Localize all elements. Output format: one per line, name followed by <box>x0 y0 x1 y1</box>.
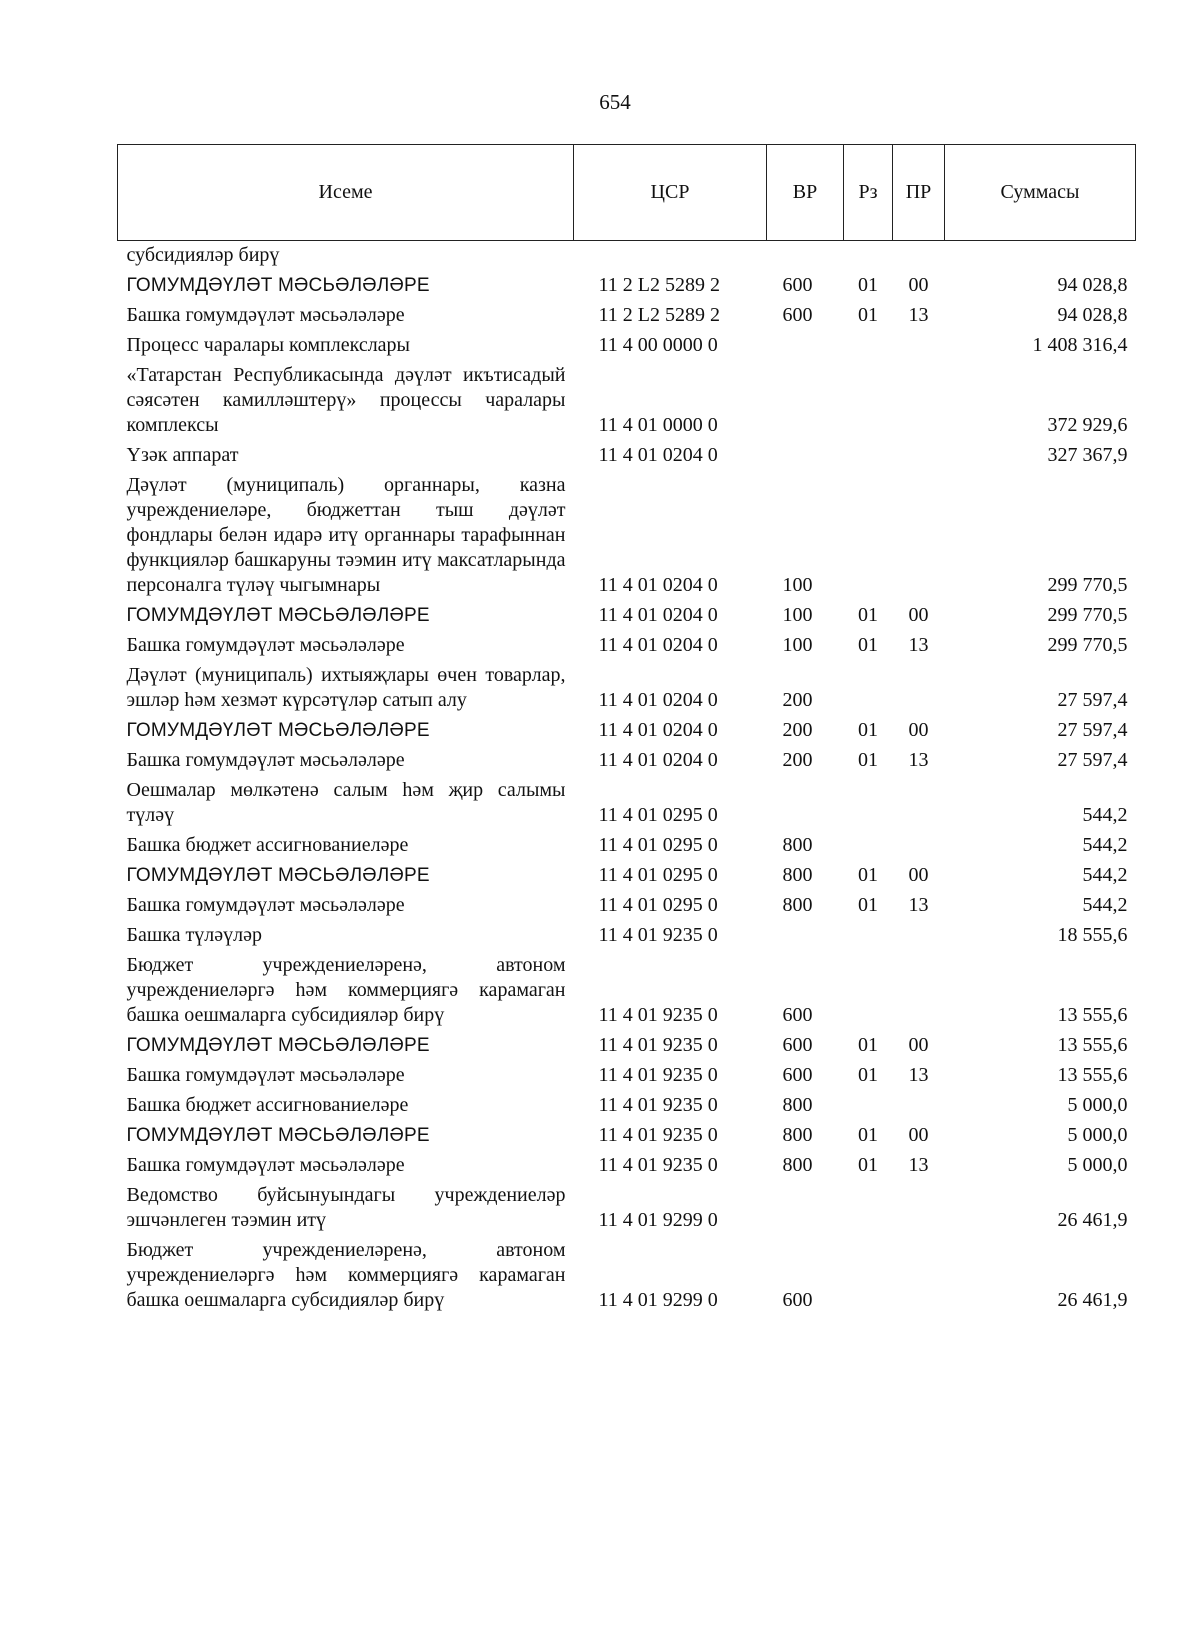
cell-csr: 11 4 01 9235 0 <box>598 1064 718 1086</box>
cell-rz <box>844 1181 893 1236</box>
cell-rz: 01 <box>858 274 878 296</box>
cell-sum: 544,2 <box>1082 864 1128 886</box>
cell-csr: 11 4 01 0295 0 <box>598 894 718 916</box>
cell-rz: 01 <box>858 749 878 771</box>
cell-csr: 11 4 01 0295 0 <box>598 834 718 856</box>
cell-pr <box>893 661 945 716</box>
cell-sum: 5 000,0 <box>1067 1094 1128 1116</box>
cell-name: Башка бюджет ассигнованиеләре <box>126 1094 409 1116</box>
cell-vr: 200 <box>782 689 813 711</box>
cell-name: ГОМУМДӘҮЛӘТ МӘСЬӘЛӘЛӘРЕ <box>126 605 430 626</box>
cell-vr <box>767 361 844 441</box>
cell-name: Башка бюджет ассигнованиеләре <box>126 834 409 856</box>
cell-vr: 100 <box>782 574 813 596</box>
cell-sum: 26 461,9 <box>1057 1289 1128 1311</box>
cell-vr <box>767 441 844 471</box>
cell-pr <box>893 361 945 441</box>
cell-sum: 544,2 <box>1082 834 1128 856</box>
cell-pr: 13 <box>908 894 929 916</box>
cell-pr <box>893 471 945 601</box>
cell-sum: 13 555,6 <box>1057 1064 1128 1086</box>
cell-rz: 01 <box>858 719 878 741</box>
cell-rz <box>844 331 893 361</box>
cell-pr: 00 <box>908 864 929 886</box>
cell-sum: 26 461,9 <box>1057 1209 1128 1231</box>
cell-name: Бюджет учреждениеләренә, автоном учреждениеләргә һәм коммерциягә карамаган башка оешмаларга субсидияләр бирү <box>126 954 566 1026</box>
cell-csr: 11 4 01 9299 0 <box>598 1289 718 1311</box>
cell-name: Ведомство буйсынуындагы учреждениеләр эшчәнлеген тәэмин итү <box>126 1184 566 1231</box>
cell-pr <box>893 241 945 272</box>
header-vr: ВР <box>767 145 844 241</box>
cell-name: Дәүләт (муниципаль) ихтыяҗлары өчен товарлар, эшләр һәм хезмәт күрсәтүләр сатып алу <box>126 664 566 711</box>
cell-rz: 01 <box>858 1034 878 1056</box>
cell-pr: 00 <box>908 1034 929 1056</box>
table-row <box>118 271 1136 301</box>
cell-csr: 11 4 01 0295 0 <box>598 804 718 826</box>
cell-sum: 27 597,4 <box>1057 749 1128 771</box>
table-row <box>118 776 1136 831</box>
cell-name: Башка гомумдәүләт мәсьәләләре <box>126 749 405 771</box>
table-row <box>118 361 1136 441</box>
cell-vr <box>767 1181 844 1236</box>
cell-vr: 800 <box>782 1154 813 1176</box>
cell-rz: 01 <box>858 864 878 886</box>
cell-sum: 327 367,9 <box>1047 444 1128 466</box>
table-row <box>118 241 1136 272</box>
cell-sum: 299 770,5 <box>1047 574 1128 596</box>
cell-pr: 13 <box>908 634 929 656</box>
header-rz: Рз <box>844 145 893 241</box>
cell-csr: 11 4 01 0204 0 <box>598 444 718 466</box>
cell-csr: 11 4 01 0204 0 <box>598 574 718 596</box>
cell-sum: 1 408 316,4 <box>1032 334 1128 356</box>
cell-pr: 13 <box>908 1154 929 1176</box>
cell-pr <box>893 921 945 951</box>
cell-pr <box>893 1091 945 1121</box>
cell-rz <box>844 241 893 272</box>
cell-csr: 11 4 00 0000 0 <box>598 334 718 356</box>
cell-vr: 800 <box>782 1094 813 1116</box>
cell-name: «Татарстан Республикасында дәүләт икътисадый сәясәтен камилләштерү» процессы чаралары комплексы <box>126 364 566 436</box>
cell-rz: 01 <box>858 634 878 656</box>
cell-csr: 11 4 01 0204 0 <box>598 634 718 656</box>
cell-sum: 372 929,6 <box>1047 414 1128 436</box>
cell-csr: 11 2 L2 5289 2 <box>598 274 720 296</box>
cell-rz: 01 <box>858 1124 878 1146</box>
cell-vr: 200 <box>782 749 813 771</box>
cell-name: субсидияләр бирү <box>126 244 280 266</box>
table-row <box>118 746 1136 776</box>
cell-rz <box>844 921 893 951</box>
cell-name: Башка гомумдәүләт мәсьәләләре <box>126 634 405 656</box>
page-number: 654 <box>599 90 631 114</box>
cell-rz <box>844 951 893 1031</box>
cell-name: Башка гомумдәүләт мәсьәләләре <box>126 304 405 326</box>
cell-name: ГОМУМДӘҮЛӘТ МӘСЬӘЛӘЛӘРЕ <box>126 720 430 741</box>
cell-name: Башка гомумдәүләт мәсьәләләре <box>126 1154 405 1176</box>
cell-sum <box>945 241 1136 272</box>
cell-name: Үзәк аппарат <box>126 444 239 466</box>
cell-pr <box>893 831 945 861</box>
cell-pr: 00 <box>908 604 929 626</box>
cell-sum: 13 555,6 <box>1057 1034 1128 1056</box>
cell-rz: 01 <box>858 1064 878 1086</box>
cell-sum: 5 000,0 <box>1067 1154 1128 1176</box>
header-row <box>118 145 1136 241</box>
cell-rz <box>844 831 893 861</box>
cell-vr: 100 <box>782 634 813 656</box>
cell-pr <box>893 331 945 361</box>
table-row <box>118 716 1136 746</box>
cell-csr: 11 4 01 9235 0 <box>598 924 718 946</box>
cell-rz <box>844 661 893 716</box>
cell-csr: 11 4 01 0204 0 <box>598 689 718 711</box>
cell-csr: 11 4 01 0000 0 <box>598 414 718 436</box>
cell-name: ГОМУМДӘҮЛӘТ МӘСЬӘЛӘЛӘРЕ <box>126 1125 430 1146</box>
table-row <box>118 831 1136 861</box>
table-row <box>118 1236 1136 1316</box>
cell-name: Процесс чаралары комплекслары <box>126 334 410 356</box>
cell-csr: 11 4 01 0204 0 <box>598 719 718 741</box>
cell-vr <box>767 921 844 951</box>
cell-pr: 00 <box>908 1124 929 1146</box>
cell-csr: 11 4 01 0204 0 <box>598 604 718 626</box>
cell-rz: 01 <box>858 1154 878 1176</box>
table-row <box>118 921 1136 951</box>
cell-rz <box>844 1236 893 1316</box>
cell-sum: 544,2 <box>1082 894 1128 916</box>
cell-rz <box>844 776 893 831</box>
cell-vr: 600 <box>782 274 813 296</box>
cell-vr: 600 <box>782 1289 813 1311</box>
cell-rz: 01 <box>858 604 878 626</box>
cell-pr: 13 <box>908 1064 929 1086</box>
table-row <box>118 601 1136 631</box>
cell-vr: 800 <box>782 864 813 886</box>
cell-name: Башка гомумдәүләт мәсьәләләре <box>126 894 405 916</box>
table-row <box>118 951 1136 1031</box>
cell-sum: 27 597,4 <box>1057 689 1128 711</box>
cell-rz <box>844 361 893 441</box>
cell-vr: 800 <box>782 1124 813 1146</box>
table-row <box>118 861 1136 891</box>
cell-pr: 00 <box>908 274 929 296</box>
cell-name: Башка түләүләр <box>126 924 263 946</box>
cell-pr <box>893 1181 945 1236</box>
cell-sum: 299 770,5 <box>1047 634 1128 656</box>
cell-rz <box>844 471 893 601</box>
cell-sum: 544,2 <box>1082 804 1128 826</box>
cell-sum: 27 597,4 <box>1057 719 1128 741</box>
table-header <box>118 145 1136 241</box>
header-sum: Суммасы <box>945 145 1136 241</box>
table-row <box>118 331 1136 361</box>
cell-vr: 600 <box>782 1064 813 1086</box>
cell-csr <box>574 241 767 272</box>
table-row <box>118 631 1136 661</box>
table-row <box>118 301 1136 331</box>
cell-csr: 11 4 01 0295 0 <box>598 864 718 886</box>
cell-pr: 13 <box>908 749 929 771</box>
header-csr: ЦСР <box>574 145 767 241</box>
cell-csr: 11 4 01 9235 0 <box>598 1004 718 1026</box>
cell-rz <box>844 441 893 471</box>
cell-csr: 11 4 01 9235 0 <box>598 1154 718 1176</box>
cell-rz: 01 <box>858 304 878 326</box>
cell-vr: 600 <box>782 1034 813 1056</box>
cell-csr: 11 4 01 9299 0 <box>598 1209 718 1231</box>
cell-sum: 13 555,6 <box>1057 1004 1128 1026</box>
budget-table <box>117 144 1136 1316</box>
cell-name: Башка гомумдәүләт мәсьәләләре <box>126 1064 405 1086</box>
cell-csr: 11 4 01 0204 0 <box>598 749 718 771</box>
table-row <box>118 441 1136 471</box>
cell-vr: 600 <box>782 1004 813 1026</box>
cell-pr: 13 <box>908 304 929 326</box>
cell-pr <box>893 951 945 1031</box>
cell-rz <box>844 1091 893 1121</box>
cell-rz: 01 <box>858 894 878 916</box>
cell-vr <box>767 331 844 361</box>
cell-name: ГОМУМДӘҮЛӘТ МӘСЬӘЛӘЛӘРЕ <box>126 275 430 296</box>
cell-vr <box>767 776 844 831</box>
table-row <box>118 1091 1136 1121</box>
cell-name: ГОМУМДӘҮЛӘТ МӘСЬӘЛӘЛӘРЕ <box>126 865 430 886</box>
cell-name: Дәүләт (муниципаль) органнары, казна учреждениеләре, бюджеттан тыш дәүләт фондлары белән идарә итү органнары тарафыннан функцияләр башкаруны тәэмин итү максатларында персоналга түләү чыгымнары <box>126 474 566 596</box>
cell-name: Бюджет учреждениеләренә, автоном учреждениеләргә һәм коммерциягә карамаган башка оешмаларга субсидияләр бирү <box>126 1239 566 1311</box>
table-body <box>118 241 1136 1317</box>
cell-vr: 100 <box>782 604 813 626</box>
cell-pr: 00 <box>908 719 929 741</box>
cell-vr <box>767 241 844 272</box>
cell-pr <box>893 441 945 471</box>
table-row <box>118 1181 1136 1236</box>
table-row <box>118 891 1136 921</box>
cell-sum: 299 770,5 <box>1047 604 1128 626</box>
cell-vr: 200 <box>782 719 813 741</box>
cell-sum: 5 000,0 <box>1067 1124 1128 1146</box>
header-pr: ПР <box>893 145 945 241</box>
table-row <box>118 471 1136 601</box>
table-row <box>118 1061 1136 1091</box>
cell-pr <box>893 1236 945 1316</box>
cell-sum: 18 555,6 <box>1057 924 1128 946</box>
cell-vr: 800 <box>782 894 813 916</box>
cell-csr: 11 4 01 9235 0 <box>598 1124 718 1146</box>
cell-vr: 600 <box>782 304 813 326</box>
table-row <box>118 1151 1136 1181</box>
cell-sum: 94 028,8 <box>1057 274 1128 296</box>
cell-csr: 11 2 L2 5289 2 <box>598 304 720 326</box>
cell-vr: 800 <box>782 834 813 856</box>
cell-csr: 11 4 01 9235 0 <box>598 1034 718 1056</box>
cell-pr <box>893 776 945 831</box>
cell-name: ГОМУМДӘҮЛӘТ МӘСЬӘЛӘЛӘРЕ <box>126 1035 430 1056</box>
table-row <box>118 1031 1136 1061</box>
cell-name: Оешмалар мөлкәтенә салым һәм җир салымы түләү <box>126 779 566 826</box>
cell-sum: 94 028,8 <box>1057 304 1128 326</box>
cell-csr: 11 4 01 9235 0 <box>598 1094 718 1116</box>
header-name: Исеме <box>118 145 574 241</box>
table-row <box>118 661 1136 716</box>
table-row <box>118 1121 1136 1151</box>
